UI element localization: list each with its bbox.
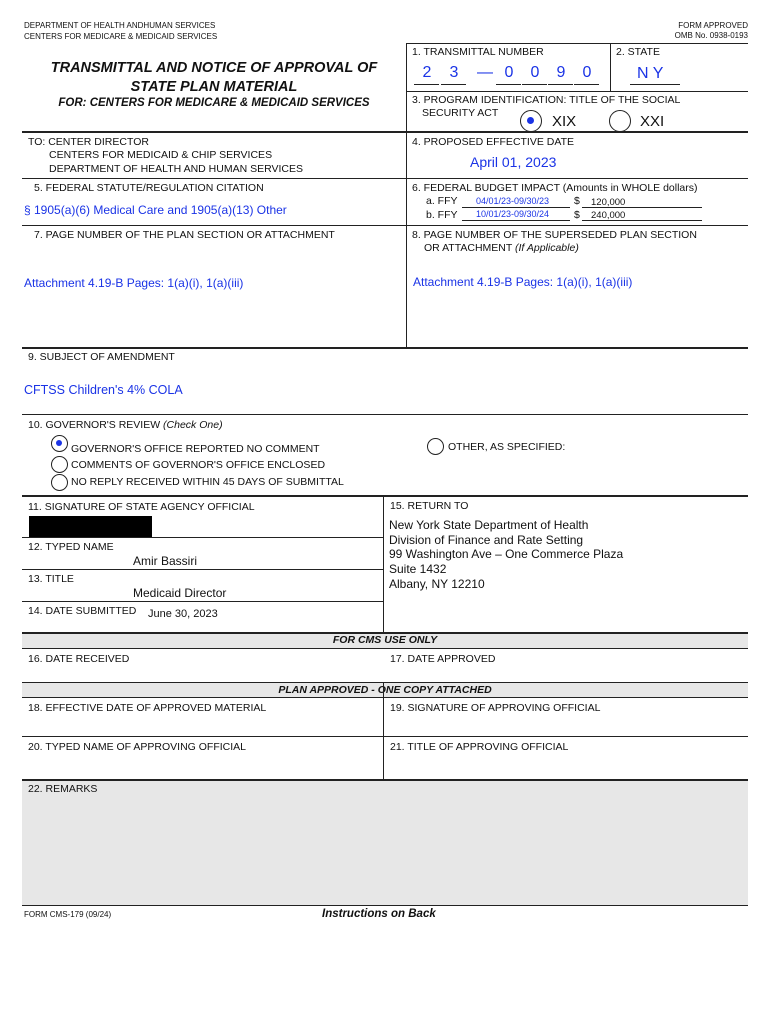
budget-row-b-prefix: b. FFY	[426, 209, 458, 221]
superseded-value[interactable]: Attachment 4.19-B Pages: 1(a)(i), 1(a)(iii)	[413, 275, 633, 289]
transmittal-digit-underline	[414, 84, 439, 85]
transmittal-number-field[interactable]	[416, 64, 606, 84]
plan-page-value[interactable]: Attachment 4.19-B Pages: 1(a)(i), 1(a)(iii)	[24, 276, 244, 290]
typed-name-label: 12. TYPED NAME	[28, 541, 114, 553]
governor-opt1-dot	[56, 440, 62, 446]
program-id-label-2: SECURITY ACT	[422, 107, 499, 119]
budget-row-b-amount[interactable]: 240,000	[591, 210, 626, 221]
state-divider	[610, 43, 611, 91]
budget-row-a-prefix: a. FFY	[426, 195, 458, 207]
subject-label: 9. SUBJECT OF AMENDMENT	[28, 351, 175, 363]
budget-row-a-period[interactable]: 04/01/23-09/30/23	[476, 196, 550, 206]
form-id: FORM CMS-179 (09/24)	[24, 910, 112, 919]
return-to-label: 15. RETURN TO	[390, 500, 469, 512]
xix-radio[interactable]	[520, 110, 542, 132]
remarks-label: 22. REMARKS	[28, 783, 98, 795]
xxi-radio[interactable]	[609, 110, 631, 132]
instructions-on-back[interactable]: Instructions on Back	[322, 908, 436, 920]
effective-date-value[interactable]: April 01, 2023	[470, 154, 557, 170]
budget-row-a-amount-line	[582, 207, 702, 208]
governor-opt2-label: COMMENTS OF GOVERNOR'S OFFICE ENCLOSED	[71, 459, 326, 471]
rule-left-after-to	[22, 178, 406, 179]
dept-line-1: DEPARTMENT OF HEALTH ANDHUMAN SERVICES	[24, 21, 216, 30]
rule-after-7-8	[22, 347, 748, 349]
budget-row-b-period[interactable]: 10/01/23-09/30/24	[476, 209, 550, 219]
title-value[interactable]: Medicaid Director	[133, 586, 227, 600]
xix-label: XIX	[552, 113, 577, 130]
rule-right-after-6	[406, 225, 748, 226]
approving-signature-label: 19. SIGNATURE OF APPROVING OFFICIAL	[390, 702, 601, 714]
budget-row-a-amount[interactable]: 120,000	[591, 197, 626, 208]
return-to-line-2[interactable]: Division of Finance and Rate Setting	[389, 533, 584, 547]
center-divider-top	[406, 43, 407, 348]
rule-after-1	[406, 91, 748, 92]
transmittal-digit: 2	[422, 64, 432, 81]
statute-value[interactable]: § 1905(a)(6) Medical Care and 1905(a)(13) Other	[24, 203, 287, 217]
rule-after-16-17	[22, 682, 748, 683]
xix-radio-dot	[527, 117, 534, 124]
governor-opt1-label: GOVERNOR'S OFFICE REPORTED NO COMMENT	[71, 443, 320, 455]
date-submitted-value[interactable]: June 30, 2023	[148, 608, 218, 620]
signature-label: 11. SIGNATURE OF STATE AGENCY OFFICIAL	[28, 501, 255, 513]
transmittal-digit: 0	[530, 64, 540, 81]
subject-value[interactable]: CFTSS Children's 4% COLA	[24, 383, 183, 397]
redacted-signature	[29, 516, 152, 537]
state-underline	[630, 84, 680, 85]
return-to-line-3[interactable]: 99 Washington Ave – One Commerce Plaza	[389, 547, 624, 561]
rule-right-after-4	[406, 178, 748, 179]
budget-row-b-amount-line	[582, 220, 702, 221]
form-title-line-1: TRANSMITTAL AND NOTICE OF APPROVAL OF	[50, 60, 378, 76]
transmittal-digit-underline	[496, 84, 521, 85]
rule-before-remarks	[22, 779, 748, 781]
rule-left-after-5	[22, 225, 406, 226]
transmittal-digit: 3	[449, 64, 459, 81]
approving-name-label: 20. TYPED NAME OF APPROVING OFFICIAL	[28, 741, 247, 753]
rule-after-11	[22, 537, 383, 538]
plan-page-label: 7. PAGE NUMBER OF THE PLAN SECTION OR ATTACHMENT	[34, 229, 335, 241]
governor-opt4-label: OTHER, AS SPECIFIED:	[448, 441, 566, 453]
rule-bottom	[22, 905, 748, 906]
for-cms-heading: FOR CMS USE ONLY	[332, 634, 438, 646]
program-id-label-1: 3. PROGRAM IDENTIFICATION: TITLE OF THE SOCIAL	[412, 94, 681, 106]
cms-center-divider	[383, 682, 384, 780]
state-value[interactable]: N Y	[637, 65, 664, 82]
governor-opt3-radio[interactable]	[51, 474, 68, 491]
typed-name-value[interactable]: Amir Bassiri	[133, 554, 198, 568]
transmittal-digit: 0	[582, 64, 592, 81]
top-rule	[406, 43, 748, 44]
title-label: 13. TITLE	[28, 573, 74, 585]
return-to-line-5[interactable]: Albany, NY 12210	[389, 577, 485, 591]
superseded-label-2: OR ATTACHMENT (If Applicable)	[424, 242, 579, 254]
to-line-3: DEPARTMENT OF HEALTH AND HUMAN SERVICES	[49, 163, 303, 175]
transmittal-digit: —	[477, 64, 493, 81]
transmittal-digit-underline	[441, 84, 466, 85]
return-to-line-4[interactable]: Suite 1432	[389, 562, 447, 576]
budget-impact-label: 6. FEDERAL BUDGET IMPACT (Amounts in WHOLE dollars)	[412, 182, 698, 194]
rule-after-title	[22, 131, 748, 133]
dept-line-2: CENTERS FOR MEDICARE & MEDICAID SERVICES	[24, 32, 218, 41]
rule-after-13	[22, 601, 383, 602]
budget-row-a-dollar: $	[574, 195, 580, 207]
form-title-line-2: STATE PLAN MATERIAL	[130, 79, 298, 95]
transmittal-digit-underline	[574, 84, 599, 85]
governor-review-label: 10. GOVERNOR'S REVIEW (Check One)	[28, 419, 223, 431]
form-approved: FORM APPROVED	[678, 21, 748, 30]
date-submitted-label: 14. DATE SUBMITTED	[28, 605, 137, 617]
rule-after-12	[22, 569, 383, 570]
omb-number: OMB No. 0938-0193	[674, 31, 748, 40]
date-received-label: 16. DATE RECEIVED	[28, 653, 130, 665]
transmittal-digit-underline	[522, 84, 547, 85]
effective-approved-label: 18. EFFECTIVE DATE OF APPROVED MATERIAL	[28, 702, 267, 714]
rule-after-10	[22, 495, 748, 497]
effective-date-label: 4. PROPOSED EFFECTIVE DATE	[412, 136, 575, 148]
governor-opt3-label: NO REPLY RECEIVED WITHIN 45 DAYS OF SUBMITTAL	[71, 476, 344, 488]
date-approved-label: 17. DATE APPROVED	[390, 653, 496, 665]
approving-title-label: 21. TITLE OF APPROVING OFFICIAL	[390, 741, 569, 753]
transmittal-digit: 0	[504, 64, 514, 81]
return-to-line-1[interactable]: New York State Department of Health	[389, 518, 589, 532]
statute-label: 5. FEDERAL STATUTE/REGULATION CITATION	[34, 182, 264, 194]
xxi-label: XXI	[640, 113, 665, 130]
budget-row-b-period-line	[462, 220, 570, 221]
form-title-line-3: FOR: CENTERS FOR MEDICARE & MEDICAID SERVICES	[58, 97, 370, 109]
state-label: 2. STATE	[616, 46, 660, 58]
superseded-label-1: 8. PAGE NUMBER OF THE SUPERSEDED PLAN SECTION	[412, 229, 697, 241]
rule-after-18-19	[22, 736, 748, 737]
transmittal-number-label: 1. TRANSMITTAL NUMBER	[412, 46, 544, 58]
transmittal-digit-underline	[548, 84, 573, 85]
rule-after-9	[22, 414, 748, 415]
governor-opt2-radio[interactable]	[51, 456, 68, 473]
budget-row-b-dollar: $	[574, 209, 580, 221]
to-line-2: CENTERS FOR MEDICAID & CHIP SERVICES	[49, 149, 273, 161]
row-16-17	[22, 649, 748, 682]
governor-opt4-radio[interactable]	[427, 438, 444, 455]
to-line-1: TO: CENTER DIRECTOR	[28, 136, 149, 148]
plan-approved-heading: PLAN APPROVED - ONE COPY ATTACHED	[278, 684, 492, 696]
governor-opt1-radio[interactable]	[51, 435, 68, 452]
transmittal-digit: 9	[556, 64, 566, 81]
